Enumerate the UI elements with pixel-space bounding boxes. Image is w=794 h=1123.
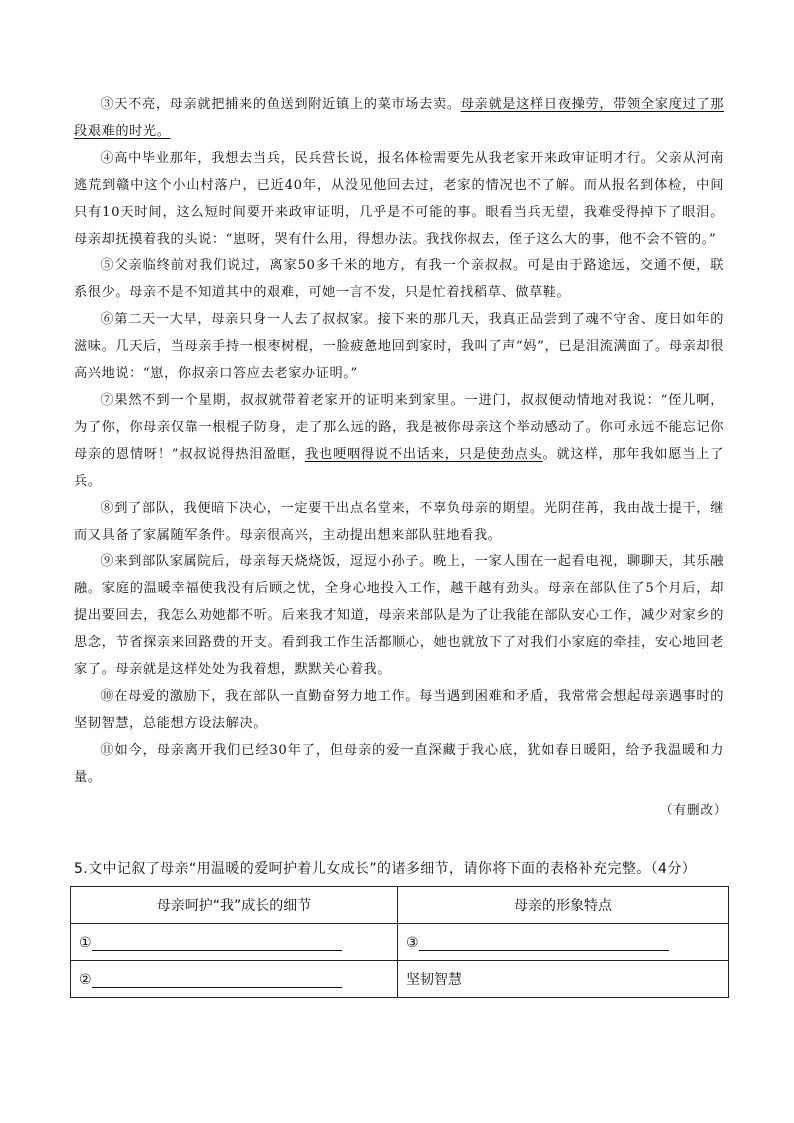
paragraph-7-text: ⑦果然不到一个星期，叔叔就带着老家开的证明来到家里。一进门，叔叔便动情地对我说：“侄儿啊，为了你，你母亲仅靠一根棍子防身，走了那么远的路，我是被你母亲这个举动感动了。你可永远不能忘记你母亲的恩情呀！”叔叔说得热泪盈眶，	[74, 392, 724, 462]
table-row	[71, 924, 729, 961]
paragraph-3	[74, 92, 724, 146]
header-details: 母亲呵护“我”成长的细节	[71, 887, 398, 924]
answer-cell-2[interactable]	[71, 961, 398, 998]
paragraph-7	[74, 388, 724, 496]
underlined-sentence: 我也哽咽得说不出话来，只是使劲点头	[305, 446, 543, 462]
paragraph-3-text: ③天不亮，母亲就把捕来的鱼送到附近镇上的菜市场去卖。	[100, 97, 461, 112]
header-traits: 母亲的形象特点	[398, 887, 729, 924]
paragraph-7-tail: 。就这样，那年我如愿当上了兵。	[74, 446, 724, 489]
answer-table	[70, 886, 729, 998]
answer-cell-1[interactable]	[71, 924, 398, 961]
trait-cell: 坚韧智慧	[398, 961, 729, 998]
paragraph-4: ④高中毕业那年，我想去当兵，民兵营长说，报名体检需要先从我老家开来政审证明才行。父亲从河南逃荒到赣中这个小山村落户，已近40年，从没见他回去过，老家的情况也不了解。而从报名到体检，中间只有10天时间，这么短时间要开来政审证明，几乎是不可能的事。眼看当兵无望，我难受得掉下了眼泪。母亲却抚摸着我的头说：“崽呀，哭有什么用，得想办法。我找你叔去，侄子这么大的事，他不会不管的。”	[74, 150, 724, 247]
underlined-sentence: 母亲就是这样日夜操劳，带领全家度过了那段艰难的时光。	[74, 97, 724, 139]
paragraph-8: ⑧到了部队，我便暗下决心，一定要干出点名堂来，不辜负母亲的期望。光阴荏苒，我由战士提干，继而又具备了家属随军条件。母亲很高兴，主动提出想来部队驻地看我。	[74, 500, 724, 543]
paragraph-5: ⑤父亲临终前对我们说过，离家50多千米的地方，有我一个亲叔叔。可是由于路途远，交通不便，联系很少。母亲不是不知道其中的艰难，可她一言不发，只是忙着找稻草、做草鞋。	[74, 258, 724, 301]
table-row	[71, 961, 729, 998]
answer-number: ③	[406, 934, 419, 951]
source-note: （有删改）	[660, 802, 728, 817]
answer-number: ①	[79, 934, 92, 951]
answer-blank[interactable]	[92, 971, 342, 988]
paragraph-10: ⑩在母爱的激励下，我在部队一直勤奋努力地工作。每当遇到困难和矛盾，我常常会想起母亲遇事时的坚韧智慧，总能想方设法解决。	[74, 688, 724, 731]
answer-cell-3[interactable]	[398, 924, 729, 961]
answer-blank[interactable]	[92, 934, 342, 951]
answer-blank[interactable]	[419, 934, 669, 951]
reading-passage	[74, 92, 724, 792]
paragraph-6: ⑥第二天一大早，母亲只身一人去了叔叔家。接下来的那几天，我真正品尝到了魂不守舍、度日如年的滋味。几天后，当母亲手持一根枣树棍，一脸疲惫地回到家时，我叫了声“妈”，已是泪流满面了。母亲却很高兴地说：“崽，你叔亲口答应去老家办证明。”	[74, 312, 724, 382]
question-5-prompt: 5.文中记叙了母亲“用温暖的爱呵护着儿女成长”的诸多细节，请你将下面的表格补充完整。（4分）	[74, 861, 697, 877]
answer-number: ②	[79, 971, 92, 988]
paragraph-9: ⑨来到部队家属院后，母亲每天烧烧饭，逗逗小孙子。晚上，一家人围在一起看电视，聊聊天，其乐融融。家庭的温暖幸福使我没有后顾之忧，全身心地投入工作，越干越有劲头。母亲在部队住了5个月后，却提出要回去，我怎么劝她都不听。后来我才知道，母亲来部队是为了让我能在部队安心工作，减少对家乡的思念，节省探亲来回路费的开支。看到我工作生活都顺心，她也就放下了对我们小家庭的牵挂，安心地回老家了。母亲就是这样处处为我着想，默默关心着我。	[74, 554, 724, 678]
table-header-row	[71, 887, 729, 924]
paragraph-11: ⑪如今，母亲离开我们已经30年了，但母亲的爱一直深藏于我心底，犹如春日暖阳，给予我温暖和力量。	[74, 742, 724, 785]
